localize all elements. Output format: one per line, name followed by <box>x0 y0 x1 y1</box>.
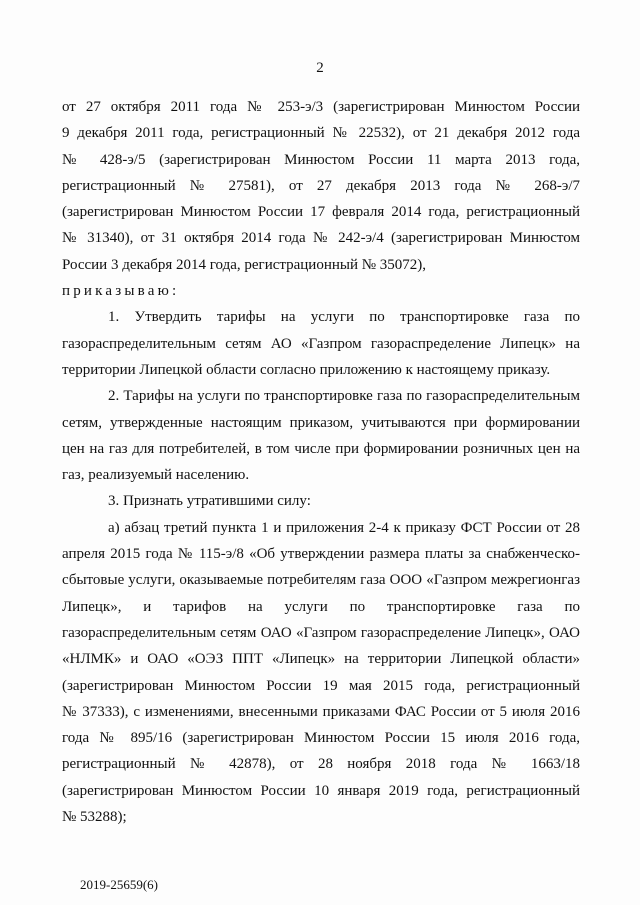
order-keyword: приказываю: <box>62 283 180 300</box>
text-line: (зарегистрирован Минюстом России 19 мая 2015 года, регистрационный <box>62 677 580 694</box>
document-code: 2019-25659(6) <box>80 877 158 892</box>
text-line: 2. Тарифы на услуги по транспортировке газа по газораспределительным <box>108 388 580 405</box>
text-line: а) абзац третий пункта 1 и приложения 2-4 к приказу ФСТ России от 28 <box>108 519 580 536</box>
text-line: газ, реализуемый населению. <box>62 467 250 484</box>
text-line: регистрационный № 27581), от 27 декабря 2013 года № 268-э/7 <box>62 177 580 194</box>
text-line: газораспределительным сетям ОАО «Газпром газораспределение Липецк», ОАО <box>62 624 580 641</box>
text-line: 1. Утвердить тарифы на услуги по транспортировке газа по <box>108 309 580 326</box>
text-line: № 31340), от 31 октября 2014 года № 242-э/4 (зарегистрирован Минюстом <box>62 230 580 247</box>
text-line: № 37333), с изменениями, внесенными приказами ФАС России от 5 июля 2016 <box>62 703 580 720</box>
text-line: № 53288); <box>62 809 127 826</box>
text-line: сетям, утвержденные настоящим приказом, учитываются при формировании <box>62 414 580 431</box>
text-line: апреля 2015 года № 115-э/8 «Об утверждении размера платы за снабженческо- <box>62 546 580 563</box>
text-line: № 428-э/5 (зарегистрирован Минюстом России 11 марта 2013 года, <box>62 151 580 168</box>
document-body <box>62 94 580 830</box>
text-line: «НЛМК» и ОАО «ОЭЗ ППТ «Липецк» на территории Липецкой области» <box>62 651 580 668</box>
text-line: 3. Признать утратившими силу: <box>108 493 311 510</box>
text-line: от 27 октября 2011 года № 253-э/3 (зарегистрирован Минюстом России <box>62 99 580 115</box>
text-line: газораспределительным сетям АО «Газпром газораспределение Липецк» на <box>62 335 580 352</box>
text-line: регистрационный № 42878), от 28 ноября 2018 года № 1663/18 <box>62 756 580 773</box>
page-number: 2 <box>316 60 324 76</box>
text-line: цен на газ для потребителей, в том числе при формировании розничных цен на <box>62 440 580 457</box>
text-line: Липецк», и тарифов на услуги по транспортировке газа по <box>62 598 580 615</box>
text-line: года № 895/16 (зарегистрирован Минюстом России 15 июля 2016 года, <box>62 730 580 747</box>
text-line: России 3 декабря 2014 года, регистрационный № 35072), <box>62 256 427 273</box>
text-line: (зарегистрирован Минюстом России 17 февраля 2014 года, регистрационный <box>62 204 580 221</box>
text-line: территории Липецкой области согласно приложению к настоящему приказу. <box>62 361 551 378</box>
text-line: (зарегистрирован Минюстом России 10 января 2019 года, регистрационный <box>62 782 580 799</box>
text-line: сбытовые услуги, оказываемые потребителям газа ООО «Газпром межрегионгаз <box>62 572 580 589</box>
text-line: 9 декабря 2011 года, регистрационный № 22532), от 21 декабря 2012 года <box>62 125 580 142</box>
